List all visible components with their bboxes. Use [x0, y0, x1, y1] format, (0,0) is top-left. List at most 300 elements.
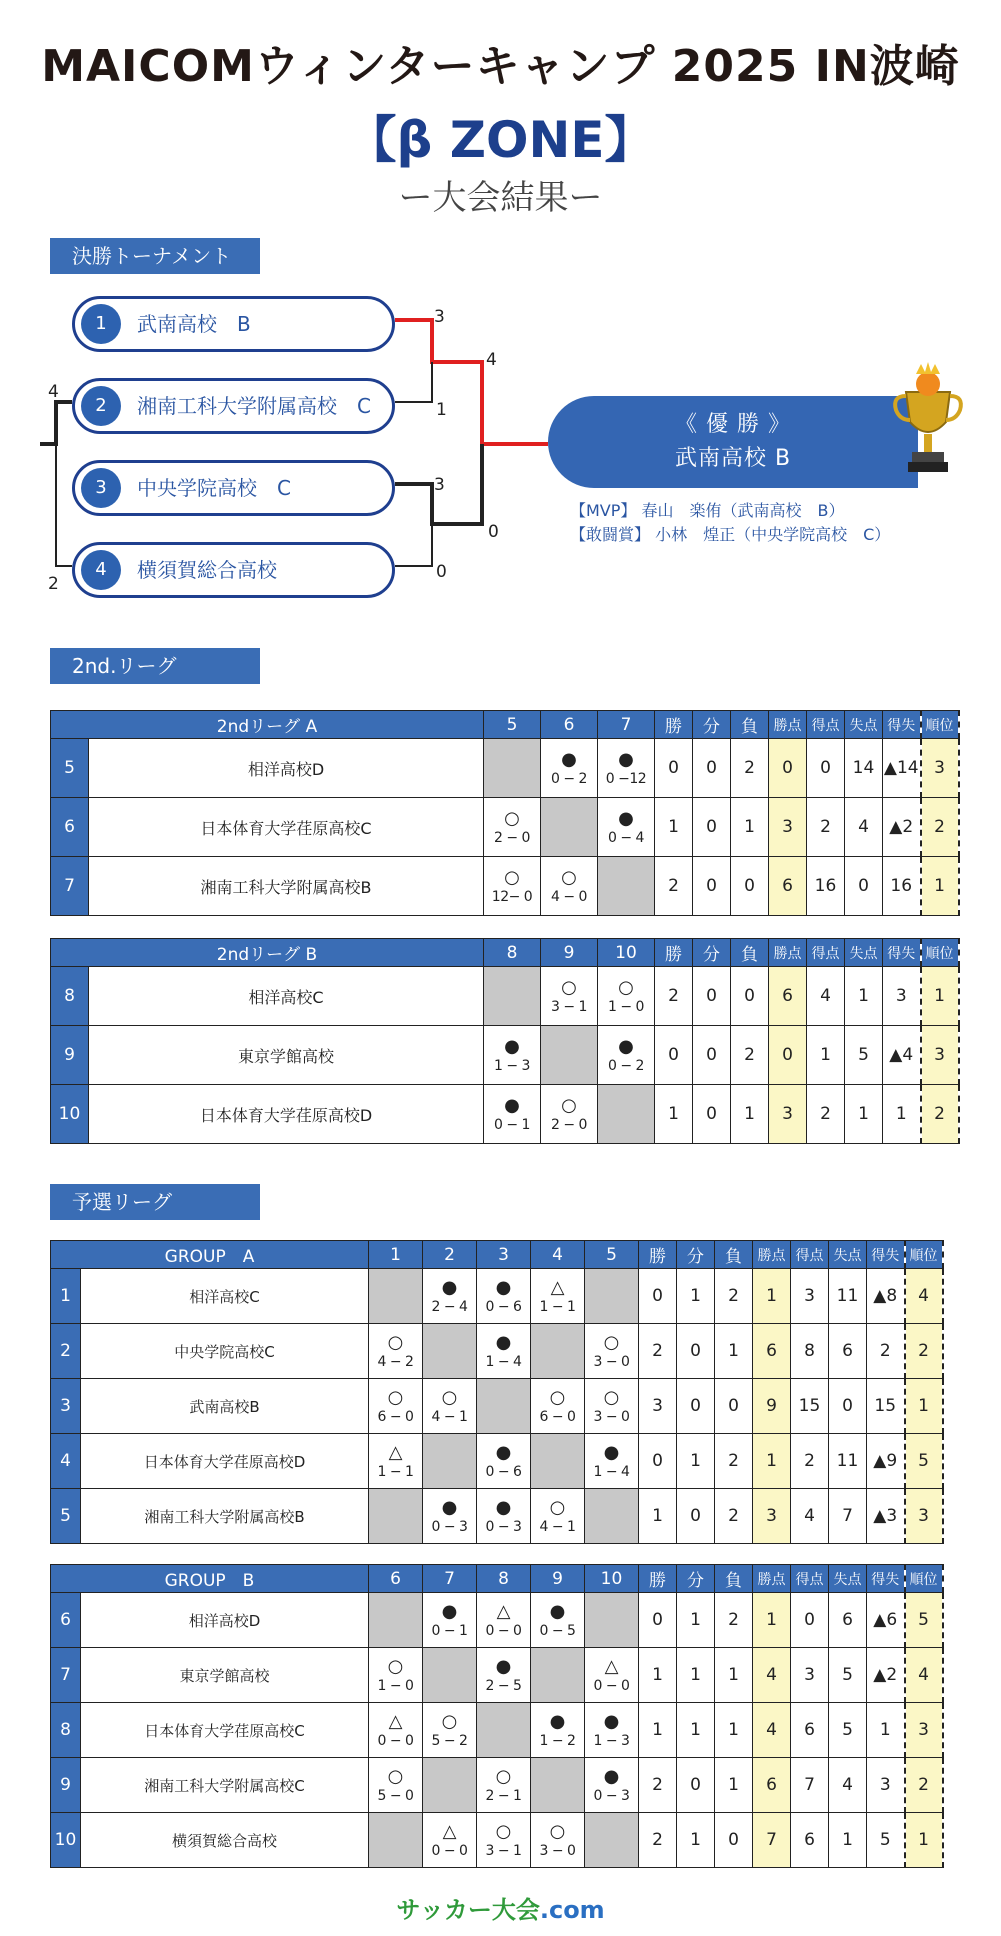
result-mark: ● — [603, 1442, 620, 1463]
self-match-cell — [541, 1026, 598, 1085]
stat-pts: 6 — [769, 967, 807, 1026]
stat-gf: 2 — [807, 798, 845, 857]
match-score: 5 − 2 — [431, 1733, 468, 1749]
stat-d: 1 — [677, 1703, 715, 1758]
stat-header-pts: 勝点 — [753, 1241, 791, 1269]
stat-w: 1 — [639, 1648, 677, 1703]
stat-rank: 1 — [921, 857, 959, 916]
result-mark: ○ — [495, 1766, 512, 1787]
match-score: 3 − 1 — [485, 1843, 522, 1859]
stat-d: 1 — [677, 1813, 715, 1868]
match-cell — [477, 1813, 531, 1868]
result-mark: ● — [618, 1036, 634, 1057]
stat-header-gd: 得失 — [867, 1565, 905, 1593]
match-cell — [598, 967, 655, 1026]
stat-header-d: 分 — [677, 1565, 715, 1593]
stat-w: 3 — [639, 1379, 677, 1434]
section-prelim-league: 予選リーグ — [50, 1184, 260, 1220]
result-mark: △ — [604, 1656, 619, 1677]
match-score: 2 − 0 — [494, 830, 530, 846]
stat-pts: 1 — [753, 1434, 791, 1489]
match-score: 0 − 3 — [485, 1519, 522, 1535]
self-match-cell — [531, 1758, 585, 1813]
stat-gf: 16 — [807, 857, 845, 916]
match-cell — [531, 1489, 585, 1544]
stat-d: 0 — [677, 1758, 715, 1813]
match-cell — [541, 967, 598, 1026]
row-number: 8 — [51, 1703, 81, 1758]
match-score: 1 − 3 — [494, 1058, 530, 1074]
stat-d: 0 — [693, 739, 731, 798]
stat-w: 2 — [655, 967, 693, 1026]
self-match-cell — [477, 1379, 531, 1434]
self-match-cell — [369, 1813, 423, 1868]
result-mark: ● — [504, 1036, 520, 1057]
stat-gf: 0 — [791, 1593, 829, 1648]
score-team1: 3 — [434, 307, 445, 327]
match-score: 3 − 0 — [593, 1409, 630, 1425]
row-number: 3 — [51, 1379, 81, 1434]
stat-gf: 4 — [791, 1489, 829, 1544]
stat-ga: 6 — [829, 1593, 867, 1648]
stat-pts: 9 — [753, 1379, 791, 1434]
match-cell — [477, 1489, 531, 1544]
self-match-cell — [423, 1324, 477, 1379]
stat-pts: 4 — [753, 1648, 791, 1703]
self-match-cell — [585, 1813, 639, 1868]
result-mark: ● — [441, 1277, 458, 1298]
stat-ga: 0 — [829, 1379, 867, 1434]
match-score: 5 − 0 — [377, 1788, 414, 1804]
table-title: GROUP B — [51, 1565, 369, 1593]
match-cell — [598, 1026, 655, 1085]
match-cell — [369, 1434, 423, 1489]
stat-w: 0 — [655, 1026, 693, 1085]
stat-gf: 1 — [807, 1026, 845, 1085]
stat-pts: 3 — [769, 798, 807, 857]
stat-l: 1 — [715, 1648, 753, 1703]
stat-gd: 5 — [867, 1813, 905, 1868]
team-name: 武南高校B — [81, 1379, 369, 1434]
match-cell — [531, 1813, 585, 1868]
stat-gf: 3 — [791, 1648, 829, 1703]
match-score: 1 − 0 — [377, 1678, 414, 1694]
winner-name: 武南高校 B — [674, 446, 792, 471]
stat-pts: 1 — [753, 1269, 791, 1324]
match-cell — [585, 1379, 639, 1434]
stat-l: 2 — [715, 1593, 753, 1648]
team-name: 日本体育大学荏原高校C — [89, 798, 484, 857]
self-match-cell — [531, 1324, 585, 1379]
stat-gf: 15 — [791, 1379, 829, 1434]
result-mark: ● — [441, 1601, 458, 1622]
result-mark: ○ — [549, 1821, 566, 1842]
team-name: 中央学院高校C — [81, 1324, 369, 1379]
match-score: 1 − 4 — [593, 1464, 630, 1480]
match-score: 0 − 5 — [539, 1623, 576, 1639]
match-score: 0 − 0 — [431, 1843, 468, 1859]
match-score: 3 − 0 — [539, 1843, 576, 1859]
result-mark: △ — [388, 1442, 403, 1463]
match-cell — [423, 1703, 477, 1758]
self-match-cell — [423, 1648, 477, 1703]
stat-header-d: 分 — [677, 1241, 715, 1269]
trophy-icon — [888, 362, 968, 482]
stat-gd: ▲9 — [867, 1434, 905, 1489]
result-mark: △ — [496, 1601, 511, 1622]
match-score: 1 − 1 — [377, 1464, 414, 1480]
stat-gf: 2 — [791, 1434, 829, 1489]
stat-d: 0 — [677, 1489, 715, 1544]
match-score: 1 − 1 — [539, 1299, 576, 1315]
result-mark: ○ — [549, 1387, 566, 1408]
match-cell — [531, 1703, 585, 1758]
result-mark: ● — [495, 1277, 512, 1298]
stat-l: 1 — [731, 1085, 769, 1144]
stat-gd: ▲2 — [883, 798, 921, 857]
stat-header-rank: 順位 — [921, 939, 959, 967]
stat-w: 1 — [655, 1085, 693, 1144]
col-header: 3 — [477, 1241, 531, 1269]
award-mvp: 【MVP】 春山 楽侑（武南高校 B） — [570, 501, 845, 520]
stat-w: 0 — [655, 739, 693, 798]
col-header: 1 — [369, 1241, 423, 1269]
match-cell — [477, 1269, 531, 1324]
score-team3: 3 — [434, 475, 445, 495]
match-score: 1 − 2 — [539, 1733, 576, 1749]
row-number: 10 — [51, 1085, 89, 1144]
stat-header-pts: 勝点 — [769, 711, 807, 739]
score-semi-top: 4 — [486, 350, 497, 370]
match-cell — [531, 1379, 585, 1434]
team-name: 日本体育大学荏原高校D — [81, 1434, 369, 1489]
result-mark: ○ — [387, 1332, 404, 1353]
match-cell — [484, 1026, 541, 1085]
match-cell — [477, 1324, 531, 1379]
match-score: 0 − 2 — [608, 1058, 644, 1074]
result-mark: ○ — [504, 867, 520, 888]
match-cell — [585, 1648, 639, 1703]
table-row — [51, 1703, 943, 1758]
stat-d: 1 — [677, 1269, 715, 1324]
match-cell — [585, 1434, 639, 1489]
match-cell — [423, 1379, 477, 1434]
stat-ga: 1 — [829, 1813, 867, 1868]
match-score: 0 −12 — [605, 771, 647, 787]
stat-l: 2 — [715, 1434, 753, 1489]
result-mark: ● — [549, 1601, 566, 1622]
col-header: 2 — [423, 1241, 477, 1269]
match-score: 3 − 0 — [593, 1354, 630, 1370]
stat-header-gd: 得失 — [867, 1241, 905, 1269]
match-score: 4 − 1 — [539, 1519, 576, 1535]
stat-header-gf: 得点 — [791, 1241, 829, 1269]
stat-d: 0 — [693, 967, 731, 1026]
row-number: 6 — [51, 798, 89, 857]
bracket-team-3: 3 中央学院高校 C — [72, 460, 395, 516]
result-mark: ○ — [561, 867, 577, 888]
stat-ga: 14 — [845, 739, 883, 798]
stat-d: 0 — [693, 1085, 731, 1144]
result-mark: ● — [504, 1095, 520, 1116]
row-number: 10 — [51, 1813, 81, 1868]
stat-header-gf: 得点 — [807, 711, 845, 739]
stat-gd: 15 — [867, 1379, 905, 1434]
match-score: 4 − 0 — [551, 889, 587, 905]
stat-gd: 2 — [867, 1324, 905, 1379]
result-mark: ● — [561, 749, 577, 770]
match-score: 0 − 4 — [608, 830, 644, 846]
team-name: 東京学館高校 — [81, 1648, 369, 1703]
col-header: 6 — [541, 711, 598, 739]
winner-label: 《 優 勝 》 — [675, 412, 791, 437]
col-header: 5 — [585, 1241, 639, 1269]
stat-rank: 2 — [905, 1324, 943, 1379]
logo-domain: .com — [539, 1896, 605, 1924]
table-row — [51, 1379, 943, 1434]
match-cell — [369, 1648, 423, 1703]
result-mark: ○ — [387, 1656, 404, 1677]
match-cell — [531, 1593, 585, 1648]
stat-d: 1 — [677, 1648, 715, 1703]
stat-rank: 1 — [905, 1813, 943, 1868]
col-header: 10 — [585, 1565, 639, 1593]
result-mark: ● — [618, 749, 634, 770]
stat-header-rank: 順位 — [905, 1565, 943, 1593]
event-title: MAICOMウィンターキャンプ 2025 IN波崎 — [41, 41, 960, 92]
stat-pts: 6 — [769, 857, 807, 916]
match-score: 0 − 2 — [551, 771, 587, 787]
result-mark: ○ — [387, 1387, 404, 1408]
stat-header-rank: 順位 — [905, 1241, 943, 1269]
stat-gd: ▲6 — [867, 1593, 905, 1648]
match-score: 1 − 0 — [608, 999, 644, 1015]
match-cell — [477, 1434, 531, 1489]
self-match-cell — [369, 1489, 423, 1544]
stat-l: 1 — [715, 1758, 753, 1813]
team-name: 湘南工科大学附属高校C — [81, 1758, 369, 1813]
result-mark: ○ — [561, 1095, 577, 1116]
stat-gf: 2 — [807, 1085, 845, 1144]
stat-pts: 1 — [753, 1593, 791, 1648]
stat-gf: 6 — [791, 1703, 829, 1758]
stat-ga: 7 — [829, 1489, 867, 1544]
match-score: 6 − 0 — [539, 1409, 576, 1425]
score-team4: 0 — [436, 562, 447, 582]
result-mark: △ — [442, 1821, 457, 1842]
table-row — [51, 1085, 959, 1144]
standings-table — [50, 938, 960, 1144]
table-title: 2ndリーグ A — [51, 711, 484, 739]
result-mark: ● — [603, 1711, 620, 1732]
stat-gd: ▲2 — [867, 1648, 905, 1703]
stat-gf: 3 — [791, 1269, 829, 1324]
logo-main: サッカー大会 — [396, 1896, 540, 1924]
row-number: 8 — [51, 967, 89, 1026]
stat-rank: 3 — [905, 1703, 943, 1758]
match-cell — [531, 1269, 585, 1324]
stat-d: 1 — [677, 1593, 715, 1648]
stat-header-l: 負 — [715, 1565, 753, 1593]
col-header: 9 — [541, 939, 598, 967]
section-second-league: 2nd.リーグ — [50, 648, 260, 684]
stat-pts: 0 — [769, 739, 807, 798]
stat-l: 2 — [731, 739, 769, 798]
result-mark: ○ — [387, 1766, 404, 1787]
stat-header-w: 勝 — [639, 1241, 677, 1269]
match-score: 6 − 0 — [377, 1409, 414, 1425]
stat-header-l: 負 — [731, 711, 769, 739]
stat-pts: 6 — [753, 1758, 791, 1813]
self-match-cell — [423, 1434, 477, 1489]
stat-ga: 4 — [845, 798, 883, 857]
stat-header-w: 勝 — [639, 1565, 677, 1593]
stat-ga: 6 — [829, 1324, 867, 1379]
standings-table — [50, 710, 960, 916]
match-cell — [484, 798, 541, 857]
row-number: 5 — [51, 739, 89, 798]
result-mark: ○ — [603, 1387, 620, 1408]
match-score: 0 − 1 — [431, 1623, 468, 1639]
match-cell — [541, 1085, 598, 1144]
self-match-cell — [531, 1434, 585, 1489]
result-mark: ● — [618, 808, 634, 829]
stat-gd: 3 — [867, 1758, 905, 1813]
stat-gd: ▲8 — [867, 1269, 905, 1324]
stat-header-l: 負 — [731, 939, 769, 967]
score-left-top: 4 — [48, 382, 59, 402]
result-mark: △ — [388, 1711, 403, 1732]
section-final-tournament: 決勝トーナメント — [50, 238, 260, 274]
stat-ga: 1 — [845, 967, 883, 1026]
row-number: 4 — [51, 1434, 81, 1489]
match-score: 0 − 0 — [593, 1678, 630, 1694]
stat-rank: 3 — [905, 1489, 943, 1544]
match-cell — [585, 1703, 639, 1758]
stat-l: 0 — [731, 857, 769, 916]
row-number: 1 — [51, 1269, 81, 1324]
col-header: 9 — [531, 1565, 585, 1593]
team-name: 相洋高校D — [81, 1593, 369, 1648]
stat-header-l: 負 — [715, 1241, 753, 1269]
self-match-cell — [598, 1085, 655, 1144]
team-name: 日本体育大学荏原高校D — [89, 1085, 484, 1144]
stat-w: 1 — [639, 1489, 677, 1544]
stat-l: 2 — [715, 1489, 753, 1544]
stat-header-gd: 得失 — [883, 711, 921, 739]
stat-gd: 16 — [883, 857, 921, 916]
match-score: 3 − 1 — [551, 999, 587, 1015]
stat-w: 2 — [639, 1324, 677, 1379]
match-cell — [369, 1379, 423, 1434]
match-score: 1 − 3 — [593, 1733, 630, 1749]
result-mark: ○ — [441, 1711, 458, 1732]
match-score: 2 − 0 — [551, 1117, 587, 1133]
stat-gd: ▲4 — [883, 1026, 921, 1085]
row-number: 2 — [51, 1324, 81, 1379]
self-match-cell — [598, 857, 655, 916]
stat-l: 0 — [731, 967, 769, 1026]
col-header: 5 — [484, 711, 541, 739]
score-team2: 1 — [436, 400, 447, 420]
result-mark: ○ — [561, 977, 577, 998]
score-semi-bottom: 0 — [488, 522, 499, 542]
stat-rank: 2 — [921, 798, 959, 857]
stat-gd: ▲14 — [883, 739, 921, 798]
stat-l: 1 — [715, 1324, 753, 1379]
match-cell — [423, 1593, 477, 1648]
match-score: 1 − 4 — [485, 1354, 522, 1370]
stat-rank: 5 — [905, 1593, 943, 1648]
match-score: 4 − 1 — [431, 1409, 468, 1425]
stat-w: 2 — [639, 1758, 677, 1813]
result-mark: ○ — [549, 1497, 566, 1518]
stat-w: 2 — [655, 857, 693, 916]
self-match-cell — [585, 1593, 639, 1648]
table-row — [51, 1489, 943, 1544]
stat-header-w: 勝 — [655, 939, 693, 967]
row-number: 6 — [51, 1593, 81, 1648]
self-match-cell — [531, 1648, 585, 1703]
match-cell — [585, 1324, 639, 1379]
table-row — [51, 1269, 943, 1324]
self-match-cell — [484, 739, 541, 798]
site-logo — [0, 1890, 1001, 1925]
self-match-cell — [369, 1269, 423, 1324]
stat-header-ga: 失点 — [829, 1241, 867, 1269]
table-row — [51, 1648, 943, 1703]
row-number: 5 — [51, 1489, 81, 1544]
stat-w: 0 — [639, 1434, 677, 1489]
result-mark: ● — [495, 1332, 512, 1353]
match-score: 0 − 3 — [593, 1788, 630, 1804]
table-row — [51, 967, 959, 1026]
col-header: 8 — [484, 939, 541, 967]
stat-ga: 5 — [829, 1648, 867, 1703]
stat-header-d: 分 — [693, 939, 731, 967]
table-row — [51, 1026, 959, 1085]
self-match-cell — [585, 1269, 639, 1324]
row-number: 9 — [51, 1026, 89, 1085]
match-score: 2 − 1 — [485, 1788, 522, 1804]
match-cell — [484, 1085, 541, 1144]
col-header: 7 — [423, 1565, 477, 1593]
match-score: 12− 0 — [491, 889, 533, 905]
table-row — [51, 1813, 943, 1868]
stat-gd: 1 — [867, 1703, 905, 1758]
result-mark: ● — [495, 1442, 512, 1463]
stat-gf: 7 — [791, 1758, 829, 1813]
stat-w: 0 — [639, 1269, 677, 1324]
match-cell — [598, 798, 655, 857]
stat-rank: 3 — [921, 739, 959, 798]
stat-w: 1 — [655, 798, 693, 857]
stat-d: 0 — [693, 798, 731, 857]
stat-pts: 0 — [769, 1026, 807, 1085]
match-score: 0 − 6 — [485, 1299, 522, 1315]
col-header: 6 — [369, 1565, 423, 1593]
stat-gd: ▲3 — [867, 1489, 905, 1544]
standings-table — [50, 1564, 944, 1868]
zone-title: 【β ZONE】 — [346, 111, 655, 169]
stat-pts: 4 — [753, 1703, 791, 1758]
stat-pts: 3 — [769, 1085, 807, 1144]
stat-d: 0 — [693, 1026, 731, 1085]
stat-d: 0 — [677, 1324, 715, 1379]
table-title: 2ndリーグ B — [51, 939, 484, 967]
stat-l: 1 — [731, 798, 769, 857]
result-mark: △ — [550, 1277, 565, 1298]
